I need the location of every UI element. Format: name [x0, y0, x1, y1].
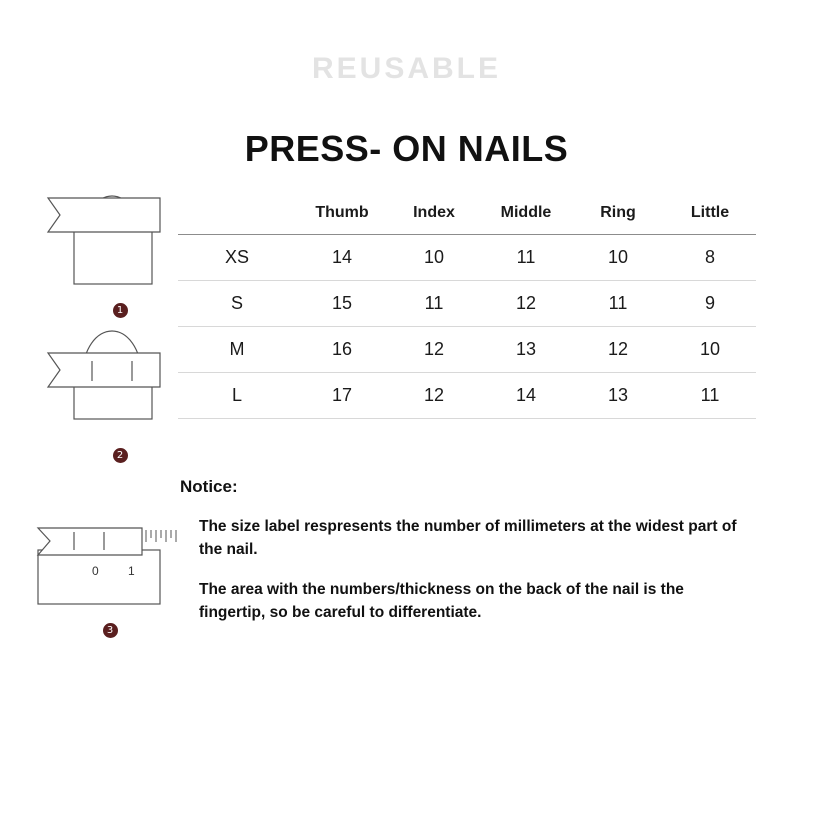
- size-table-body: [178, 235, 756, 419]
- row-size-s: S: [178, 281, 296, 327]
- illustration-2-number: 2: [113, 448, 128, 463]
- cell-xs-middle: 11: [480, 235, 572, 281]
- cell-l-thumb: 17: [296, 373, 388, 419]
- cell-l-little: 11: [664, 373, 756, 419]
- illustration-nail-ruler: [20, 510, 200, 638]
- cell-s-ring: 11: [572, 281, 664, 327]
- column-header-index: Index: [413, 204, 455, 221]
- table-row: [178, 373, 756, 419]
- column-header-little: Little: [690, 204, 730, 221]
- cell-xs-thumb: 14: [296, 235, 388, 281]
- cell-xs-index: 10: [388, 235, 480, 281]
- cell-s-little: 9: [664, 281, 756, 327]
- table-row: [178, 235, 756, 281]
- column-header-size: [178, 200, 296, 235]
- cell-s-thumb: 15: [296, 281, 388, 327]
- cell-l-index: 12: [388, 373, 480, 419]
- cell-m-little: 10: [664, 327, 756, 373]
- notice-paragraph-1: The size label respresents the number of millimeters at the widest part of the nail.: [199, 518, 737, 559]
- cell-xs-ring: 10: [572, 235, 664, 281]
- ruler-tick-label-0: 0: [92, 564, 99, 578]
- table-row: [178, 281, 756, 327]
- size-table-head: [178, 200, 756, 235]
- nail-ruler-icon: [20, 510, 200, 620]
- notice-title: Notice:: [180, 477, 238, 496]
- row-size-m: M: [178, 327, 296, 373]
- cell-xs-little: 8: [664, 235, 756, 281]
- eyebrow-text: REUSABLE: [311, 52, 501, 85]
- size-table-header-row: [178, 200, 756, 235]
- column-header-middle: Middle: [500, 204, 552, 221]
- illustration-3-caption: [20, 622, 200, 638]
- cell-s-middle: 12: [480, 281, 572, 327]
- table-row: [178, 327, 756, 373]
- column-header-thumb: Thumb: [315, 204, 369, 221]
- size-table: [178, 200, 756, 419]
- cell-m-ring: 12: [572, 327, 664, 373]
- ruler-tick-label-1: 1: [128, 564, 135, 578]
- cell-l-middle: 14: [480, 373, 572, 419]
- cell-m-index: 12: [388, 327, 480, 373]
- illustration-2-caption: [30, 447, 210, 463]
- cell-s-index: 11: [388, 281, 480, 327]
- illustration-1-number: 1: [113, 303, 128, 318]
- row-size-xs: XS: [178, 235, 296, 281]
- row-size-l: L: [178, 373, 296, 419]
- page-title: PRESS- ON NAILS: [244, 128, 569, 169]
- cell-m-middle: 13: [480, 327, 572, 373]
- size-table-container: [178, 200, 756, 419]
- cell-m-thumb: 16: [296, 327, 388, 373]
- illustration-3-number: 3: [103, 623, 118, 638]
- cell-l-ring: 13: [572, 373, 664, 419]
- column-header-ring: Ring: [600, 204, 636, 221]
- notice-paragraph-2: The area with the numbers/thickness on the back of the nail is the fingertip, so be careful to differentiate.: [199, 581, 684, 622]
